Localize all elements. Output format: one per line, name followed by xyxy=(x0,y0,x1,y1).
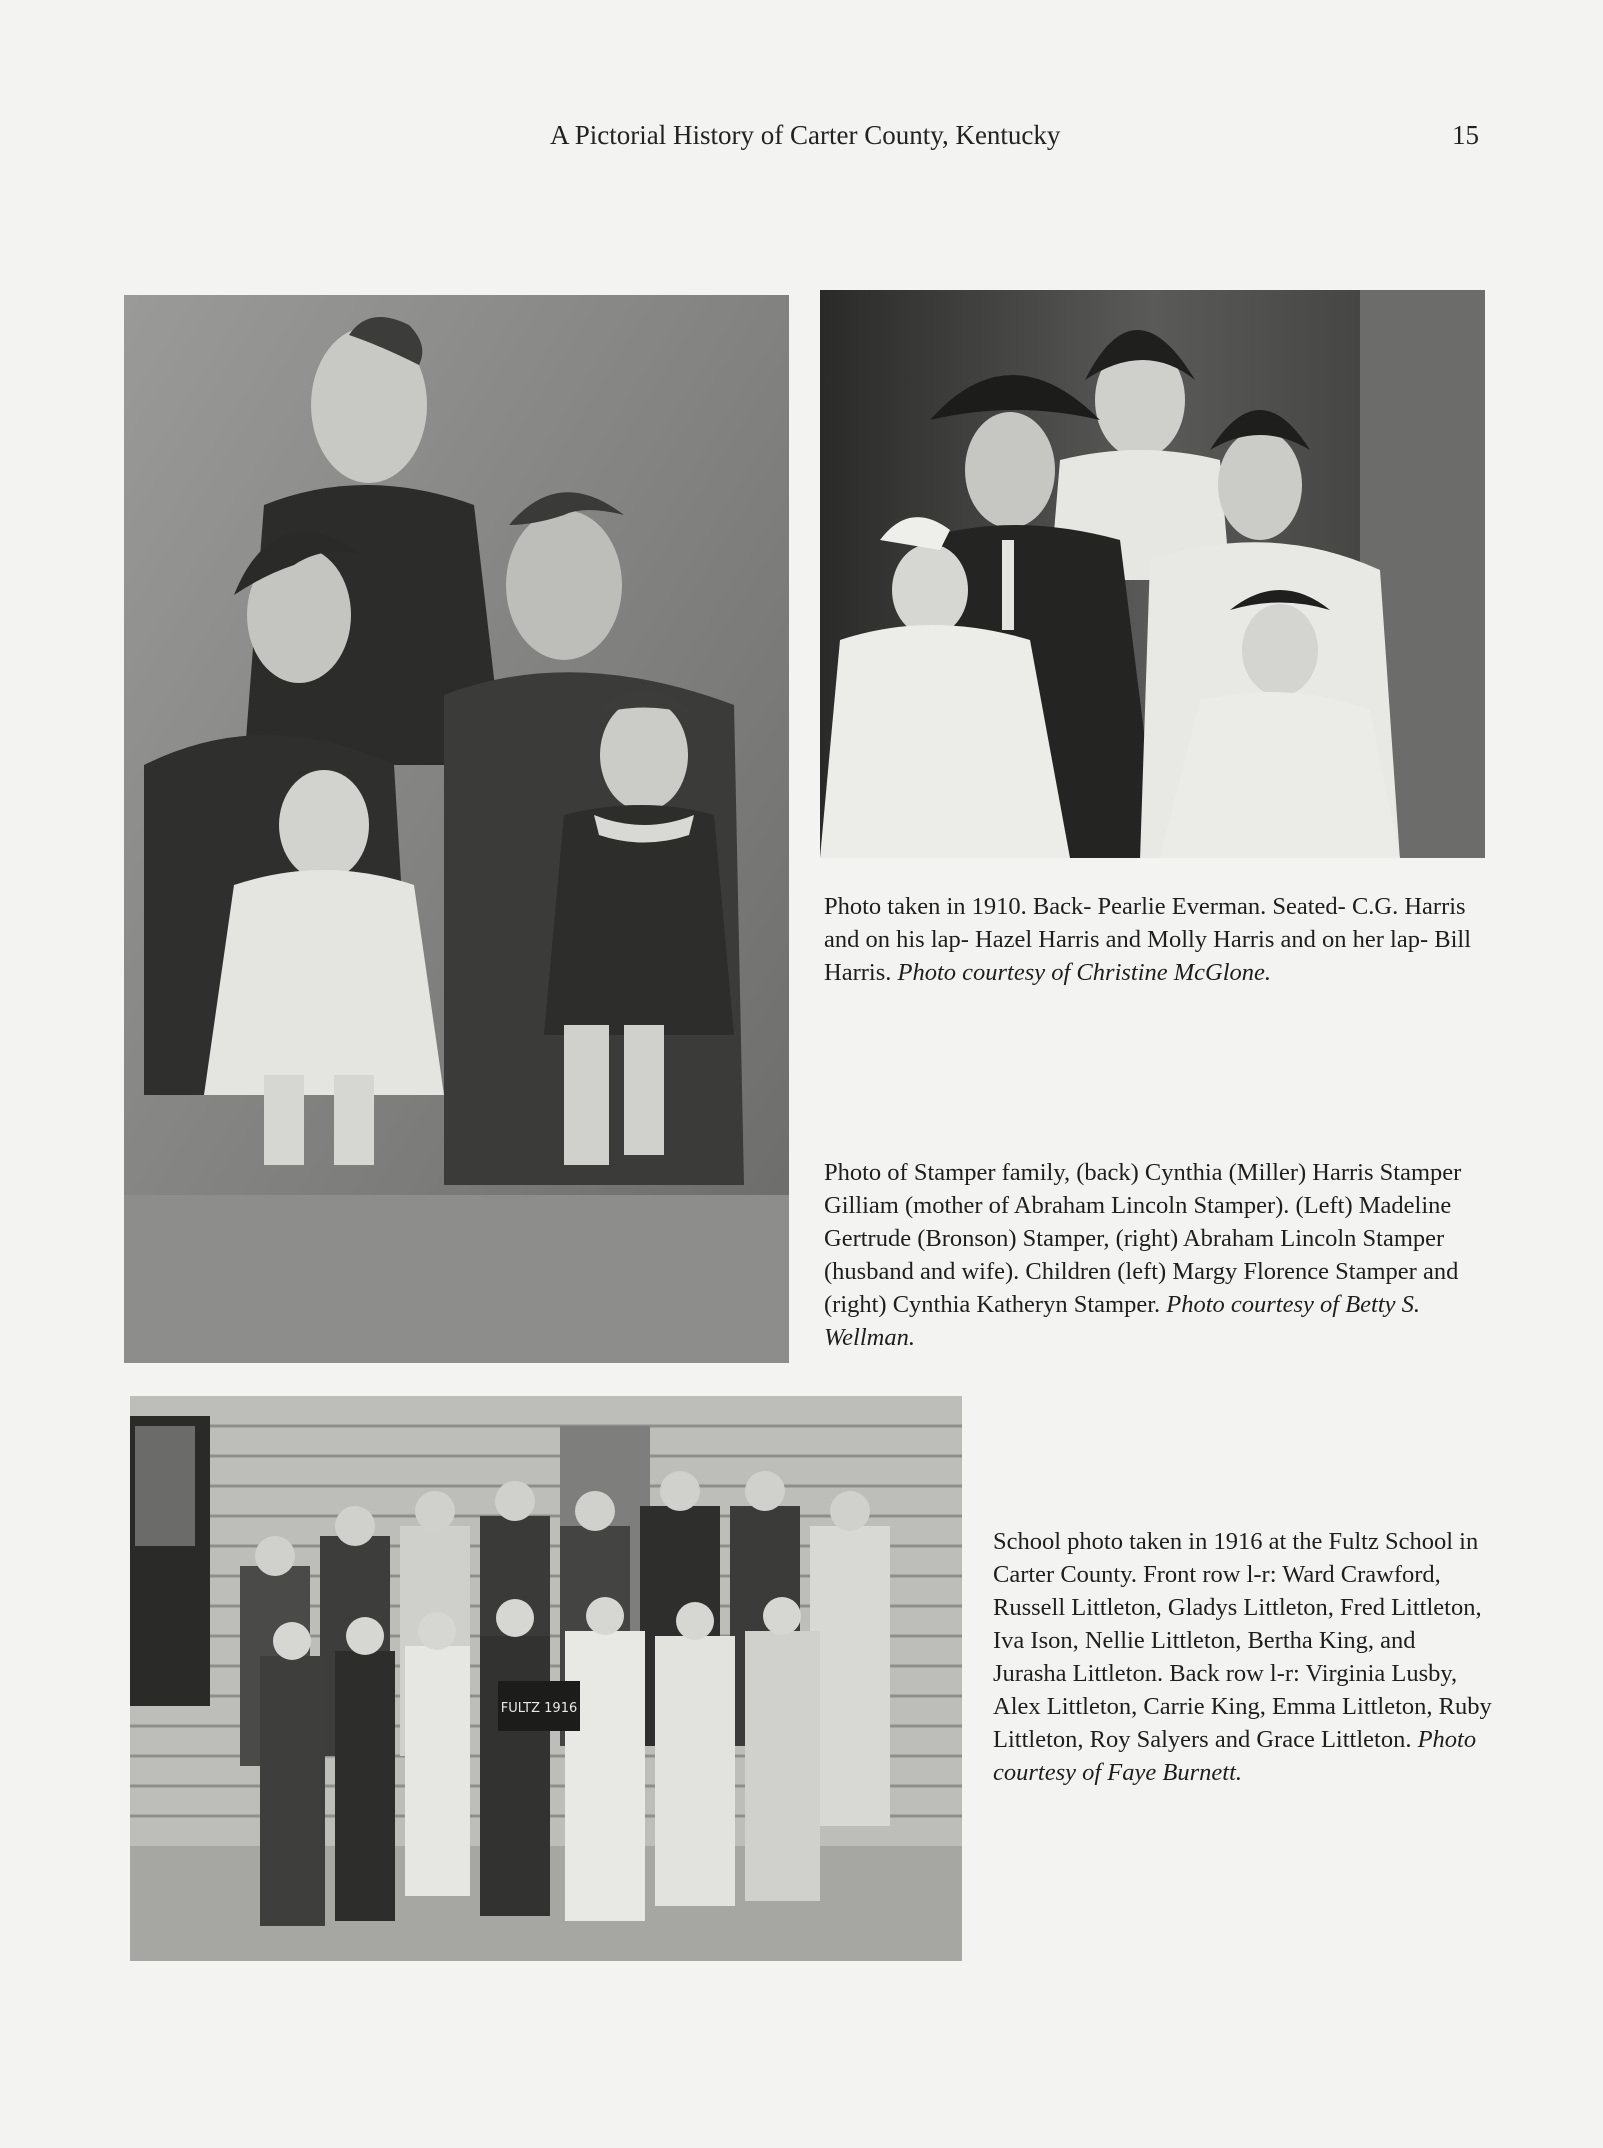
stamper-caption-credit: Photo courtesy of Betty S. Wellman. xyxy=(824,1291,1421,1351)
fultz-school-photo xyxy=(130,1396,962,1961)
page-number: 15 xyxy=(1452,120,1479,150)
harris-photo-caption xyxy=(824,890,1494,989)
harris-caption-text: Photo taken in 1910. Back- Pearlie Everman. Seated- C.G. Harris and on his lap- Hazel Harris and Molly Harris and on her lap- Bill Harris. xyxy=(824,893,1472,986)
stamper-caption-text: Photo of Stamper family, (back) Cynthia (Miller) Harris Stamper Gilliam (mother of Abraham Lincoln Stamper). (Left) Madeline Gertrude (Bronson) Stamper, (right) Abraham Lincoln Stamper (husband and wife). Children (left) Margy Florence Stamper and (right) Cynthia Katheryn Stamper. xyxy=(824,1159,1462,1318)
stamper-photo-caption xyxy=(824,1156,1484,1354)
harris-family-photo xyxy=(820,290,1485,858)
fultz-slate-sign: FULTZ 1916 xyxy=(500,1701,578,1716)
school-photo-caption xyxy=(993,1525,1493,1789)
school-caption-credit: Photo courtesy of Faye Burnett. xyxy=(993,1726,1477,1786)
harris-caption-credit: Photo courtesy of Christine McGlone. xyxy=(897,959,1272,986)
school-caption-text: School photo taken in 1916 at the Fultz School in Carter County. Front row l-r: Ward Crawford, Russell Littleton, Gladys Littleton, Fred Littleton, Iva Ison, Nellie Littleton, Bertha King, and Jurasha Littleton. Back row l-r: Virginia Lusby, Alex Littleton, Carrie King, Emma Littleton, Ruby Littleton, Roy Salyers and Grace Littleton. xyxy=(993,1528,1492,1753)
running-title: A Pictorial History of Carter County, Kentucky xyxy=(550,120,1061,150)
stamper-family-photo xyxy=(124,295,789,1363)
